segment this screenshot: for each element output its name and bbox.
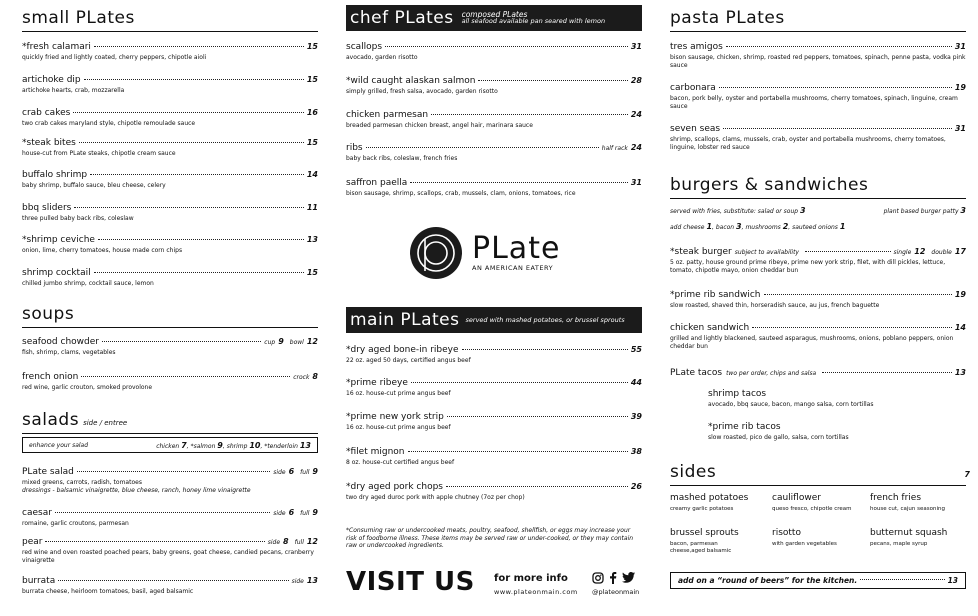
addon-name: add cheese bbox=[670, 224, 705, 231]
item-name: shrimp tacos bbox=[708, 389, 767, 399]
side-name: mashed potatoes bbox=[670, 493, 749, 503]
section-title: small PLates bbox=[22, 8, 135, 28]
price-note: full bbox=[294, 539, 304, 546]
item-price: 12 bbox=[306, 337, 318, 346]
addon-name: mushrooms bbox=[745, 224, 781, 231]
section-title: main PLates bbox=[350, 310, 460, 330]
menu-item bbox=[346, 110, 642, 130]
addon-name: bacon bbox=[715, 224, 735, 231]
item-name: tres amigos bbox=[670, 42, 723, 52]
menu-item bbox=[346, 76, 642, 96]
enhance-label: enhance your salad bbox=[29, 441, 89, 449]
item-name: french onion bbox=[22, 372, 79, 382]
side-desc: creamy garlic potatoes bbox=[670, 506, 734, 512]
side-item bbox=[670, 528, 772, 555]
item-desc: 8 oz. house-cut certified angus beef bbox=[346, 459, 455, 466]
burgers-info-text: served with fries, substitute: salad or soup bbox=[670, 208, 799, 215]
item-name: *prime rib tacos bbox=[708, 422, 781, 432]
item-desc: slow roasted, shaved thin, horseradish sauce, au jus, french baguette bbox=[670, 302, 880, 309]
round-of-beers-price: 13 bbox=[947, 576, 958, 585]
food-safety-disclaimer: *Consuming raw or undercooked meats, poultry, seafood, shellfish, or eggs may increase your risk of foodborne illness. These items may be served raw or under-cooked, or they may contain raw or undercooked ingredients. bbox=[346, 527, 634, 549]
item-desc: quickly fried and lightly coated, cherry peppers, chipotle aioli bbox=[22, 54, 207, 61]
price-note: side bbox=[273, 469, 286, 476]
item-price: 24 bbox=[630, 110, 642, 119]
item-price: 9 bbox=[278, 337, 284, 346]
price-note: subject to availability bbox=[734, 249, 799, 256]
logo-tagline: AN AMERICAN EATERY bbox=[472, 264, 554, 272]
social-handle[interactable]: @plateonmain bbox=[592, 588, 640, 596]
side-item bbox=[772, 493, 870, 513]
burgers-header bbox=[670, 175, 966, 199]
menu-item bbox=[22, 75, 318, 95]
menu-item bbox=[670, 42, 966, 69]
item-price: 14 bbox=[954, 323, 966, 332]
item-name: bbq sliders bbox=[22, 203, 72, 213]
menu-item bbox=[22, 467, 318, 494]
item-dressings: dressings - balsamic vinaigrette, blue cheese, ranch, honey lime vinaigrette bbox=[22, 486, 251, 494]
price-note: bowl bbox=[289, 339, 304, 346]
item-price: 31 bbox=[954, 124, 966, 133]
item-name: PLate tacos bbox=[670, 368, 723, 378]
item-desc: bacon, pork belly, oyster and portabella mushrooms, cherry tomatoes, spinach, linguine, cream sauce bbox=[670, 95, 958, 110]
menu-item bbox=[346, 378, 642, 398]
salads-header bbox=[22, 410, 318, 434]
section-title: soups bbox=[22, 304, 75, 324]
chef-plates-banner bbox=[346, 5, 642, 31]
item-desc: two crab cakes maryland style, chipotle remoulade sauce bbox=[22, 120, 196, 127]
burgers-info-price: 3 bbox=[960, 206, 966, 215]
sides-header bbox=[670, 462, 970, 486]
item-name: caesar bbox=[22, 508, 52, 518]
item-price: 15 bbox=[306, 138, 318, 147]
item-name: ribs bbox=[346, 143, 363, 153]
item-name: scallops bbox=[346, 42, 383, 52]
menu-item bbox=[22, 108, 318, 128]
item-price: 31 bbox=[954, 42, 966, 51]
item-desc: red wine, garlic crouton, smoked provolone bbox=[22, 384, 153, 391]
item-price: 15 bbox=[306, 268, 318, 277]
item-name: burrata bbox=[22, 576, 56, 586]
item-name: *prime rib sandwich bbox=[670, 290, 761, 300]
item-name: *dry aged pork chops bbox=[346, 482, 443, 492]
item-price: 15 bbox=[306, 75, 318, 84]
item-desc: house-cut from PLate steaks, chipotle cream sauce bbox=[22, 150, 176, 157]
price-note: two per order, chips and salsa bbox=[726, 370, 817, 377]
enhance-price: 13 bbox=[299, 440, 311, 450]
item-price: 26 bbox=[630, 482, 642, 491]
taco-item bbox=[708, 422, 966, 442]
middle-column bbox=[346, 0, 642, 616]
menu-item bbox=[22, 42, 318, 62]
round-of-beers-text: add on a “round of beers” for the kitchen. bbox=[678, 576, 858, 585]
left-column bbox=[22, 0, 318, 616]
section-title: pasta PLates bbox=[670, 8, 785, 28]
side-item bbox=[870, 528, 966, 555]
item-price: 31 bbox=[630, 178, 642, 187]
item-price: 44 bbox=[630, 378, 642, 387]
item-price: 38 bbox=[630, 447, 642, 456]
item-desc: bison sausage, shrimp, scallops, crab, mussels, clam, onions, tomatoes, rice bbox=[346, 190, 576, 197]
item-name: artichoke dip bbox=[22, 75, 81, 85]
website-link[interactable]: www.plateonmain.com bbox=[494, 588, 578, 596]
soups-header bbox=[22, 304, 318, 328]
item-name: chicken parmesan bbox=[346, 110, 429, 120]
item-price: 12 bbox=[914, 247, 926, 256]
section-title: chef PLates bbox=[350, 8, 454, 28]
item-desc: shrimp, scallops, clams, mussels, crab, oyster and portabella mushrooms, cherry tomatoes, linguine, lobster red sauce bbox=[670, 136, 946, 151]
item-price: 6 bbox=[288, 467, 295, 476]
side-item bbox=[870, 493, 966, 513]
menu-item bbox=[346, 42, 642, 62]
item-desc: 5 oz. patty, house ground prime ribeye, prime new york strip, filet, with dill pickles, lettuce, tomato, chipotle mayo, onion cheddar bun bbox=[670, 259, 946, 274]
item-desc: fish, shrimp, clams, vegetables bbox=[22, 349, 116, 356]
price-note: full bbox=[300, 469, 310, 476]
instagram-icon[interactable] bbox=[592, 572, 604, 584]
addon-price: 1 bbox=[706, 222, 713, 231]
item-name: saffron paella bbox=[346, 178, 408, 188]
visit-us-heading: VISIT US bbox=[346, 567, 475, 597]
social-icons bbox=[592, 571, 635, 584]
item-name: *dry aged bone-in ribeye bbox=[346, 345, 459, 355]
item-name: shrimp cocktail bbox=[22, 268, 91, 278]
item-price: 13 bbox=[954, 368, 966, 377]
side-desc: with garden vegetables bbox=[772, 541, 837, 547]
item-price: 28 bbox=[630, 76, 642, 85]
sides-row bbox=[670, 493, 966, 513]
section-title: burgers & sandwiches bbox=[670, 175, 869, 195]
item-price: 55 bbox=[630, 345, 642, 354]
addon-price: 2 bbox=[782, 222, 789, 231]
price-note: cup bbox=[264, 339, 276, 346]
menu-item bbox=[670, 290, 966, 310]
twitter-icon[interactable] bbox=[622, 572, 635, 583]
price-note: half rack bbox=[601, 145, 628, 152]
item-desc: simply grilled, fresh salsa, avocado, garden risotto bbox=[346, 88, 498, 95]
small-plates-header bbox=[22, 8, 318, 32]
menu-item bbox=[22, 576, 318, 596]
plate-logo bbox=[408, 225, 560, 281]
menu-item bbox=[22, 372, 318, 392]
logo-name: PLate bbox=[472, 231, 561, 266]
side-desc: pecans, maple syrup bbox=[870, 541, 928, 547]
item-desc: breaded parmesan chicken breast, angel hair, marinara sauce bbox=[346, 122, 533, 129]
menu-item bbox=[346, 412, 642, 432]
menu-item bbox=[670, 83, 966, 110]
burgers-addons: add cheese 1, bacon 3, mushrooms 2, sauteed onions 1 bbox=[670, 222, 846, 231]
item-desc: bison sausage, chicken, shrimp, roasted red peppers, tomatoes, spinach, penne pasta, vodka pink sauce bbox=[670, 54, 966, 69]
enhance-option: shrimp bbox=[226, 442, 248, 450]
item-desc: avocado, garden risotto bbox=[346, 54, 418, 61]
item-name: crab cakes bbox=[22, 108, 71, 118]
item-name: chicken sandwich bbox=[670, 323, 750, 333]
item-desc: chilled jumbo shrimp, cocktail sauce, lemon bbox=[22, 280, 154, 287]
item-price: 11 bbox=[306, 203, 318, 212]
enhance-option: *salmon bbox=[190, 442, 216, 450]
section-subtitle: served with mashed potatoes, or brussel sprouts bbox=[465, 316, 625, 324]
item-desc: artichoke hearts, crab, mozzarella bbox=[22, 87, 125, 94]
enhance-price: 7 bbox=[181, 440, 187, 450]
item-name: pear bbox=[22, 537, 43, 547]
menu-item bbox=[346, 447, 642, 467]
enhance-price: 9 bbox=[217, 440, 223, 450]
item-name: *steak bites bbox=[22, 138, 76, 148]
facebook-icon[interactable] bbox=[609, 571, 617, 584]
item-price: 31 bbox=[630, 42, 642, 51]
item-price: 13 bbox=[306, 576, 318, 585]
item-desc: 16 oz. house-cut prime angus beef bbox=[346, 424, 451, 431]
enhance-option: *tenderloin bbox=[264, 442, 298, 450]
item-price: 16 bbox=[306, 108, 318, 117]
item-desc: avocado, bbq sauce, bacon, mango salsa, corn tortillas bbox=[708, 401, 874, 408]
pasta-plates-header bbox=[670, 8, 966, 32]
sides-price: 7 bbox=[964, 470, 970, 479]
side-desc: house cut, cajun seasoning bbox=[870, 506, 945, 512]
item-price: 12 bbox=[306, 537, 318, 546]
item-name: *steak burger bbox=[670, 247, 732, 257]
side-desc: queso fresco, chipotle cream bbox=[772, 506, 852, 512]
menu-item bbox=[670, 323, 966, 350]
price-note: side bbox=[273, 510, 286, 517]
item-name: *prime new york strip bbox=[346, 412, 444, 422]
item-name: *prime ribeye bbox=[346, 378, 408, 388]
menu-item bbox=[670, 368, 966, 378]
enhance-salad-box: enhance your salad chicken 7, *salmon 9, shrimp 10, *tenderloin 13 bbox=[22, 437, 318, 453]
item-price: 9 bbox=[312, 467, 318, 476]
item-price: 14 bbox=[306, 170, 318, 179]
menu-item bbox=[346, 345, 642, 365]
item-price: 8 bbox=[312, 372, 318, 381]
right-column bbox=[670, 0, 970, 616]
item-name: *shrimp ceviche bbox=[22, 235, 95, 245]
menu-item bbox=[22, 268, 318, 288]
addon-price: 3 bbox=[736, 222, 742, 231]
burgers-info-price: 3 bbox=[800, 206, 806, 215]
menu-item bbox=[346, 482, 642, 502]
section-subtitle: all seafood available pan seared with lemon bbox=[461, 17, 606, 25]
item-desc: 16 oz. house-cut prime angus beef bbox=[346, 390, 451, 397]
item-desc: red wine and oven roasted poached pears, baby greens, goat cheese, candied pecans, cranberry vinaigrette bbox=[22, 549, 314, 564]
menu-item bbox=[22, 508, 318, 528]
price-note: crock bbox=[293, 374, 310, 381]
section-title: salads bbox=[22, 410, 80, 430]
item-desc: mixed greens, carrots, radish, tomatoes bbox=[22, 479, 142, 486]
menu-item bbox=[22, 337, 318, 357]
menu-item bbox=[22, 203, 318, 223]
menu-item bbox=[22, 138, 318, 158]
menu-item bbox=[22, 537, 318, 564]
menu-item bbox=[22, 170, 318, 190]
menu-item bbox=[346, 178, 642, 198]
price-note: side bbox=[291, 578, 304, 585]
item-price: 8 bbox=[283, 537, 289, 546]
item-price: 17 bbox=[954, 247, 966, 256]
item-price: 13 bbox=[306, 235, 318, 244]
side-item bbox=[670, 493, 772, 513]
side-item bbox=[772, 528, 870, 555]
item-price: 19 bbox=[954, 290, 966, 299]
item-desc: grilled and lightly blackened, sauteed asparagus, mushrooms, onions, poblano peppers, onion cheddar bun bbox=[670, 335, 954, 350]
more-info-label: for more info bbox=[494, 573, 568, 584]
item-name: *wild caught alaskan salmon bbox=[346, 76, 476, 86]
burgers-info-text: plant based burger patty bbox=[883, 208, 959, 215]
side-name: cauliflower bbox=[772, 493, 821, 503]
item-name: *fresh calamari bbox=[22, 42, 91, 52]
item-desc: three pulled baby back ribs, coleslaw bbox=[22, 215, 134, 222]
side-desc: bacon, parmesan cheese,aged balsamic bbox=[670, 541, 732, 554]
item-desc: burrata cheese, heirloom tomatoes, basil, aged balsamic bbox=[22, 588, 194, 595]
menu-item bbox=[22, 235, 318, 255]
taco-item bbox=[708, 389, 966, 409]
item-name: *filet mignon bbox=[346, 447, 405, 457]
plate-logo-icon bbox=[408, 225, 464, 281]
item-name: seafood chowder bbox=[22, 337, 99, 347]
item-name: seven seas bbox=[670, 124, 721, 134]
item-desc: slow roasted, pico de gallo, salsa, corn tortillas bbox=[708, 434, 849, 441]
round-of-beers-box bbox=[670, 572, 966, 589]
main-plates-banner bbox=[346, 307, 642, 333]
item-price: 19 bbox=[954, 83, 966, 92]
side-name: risotto bbox=[772, 528, 801, 538]
item-price: 9 bbox=[312, 508, 318, 517]
side-name: brussel sprouts bbox=[670, 528, 739, 538]
enhance-price: 10 bbox=[249, 440, 261, 450]
addon-price: 1 bbox=[839, 222, 846, 231]
item-price: 24 bbox=[630, 143, 642, 152]
item-desc: 22 oz. aged 50 days, certified angus beef bbox=[346, 357, 471, 364]
menu-item bbox=[670, 124, 966, 151]
side-name: french fries bbox=[870, 493, 922, 503]
price-note: side bbox=[267, 539, 281, 546]
sides-row bbox=[670, 528, 966, 555]
item-price: 39 bbox=[630, 412, 642, 421]
item-name: buffalo shrimp bbox=[22, 170, 88, 180]
item-desc: baby back ribs, coleslaw, french fries bbox=[346, 155, 458, 162]
item-desc: two dry aged duroc pork with apple chutney (7oz per chop) bbox=[346, 494, 525, 501]
burgers-info bbox=[670, 206, 966, 215]
price-note: double bbox=[931, 249, 952, 256]
item-name: carbonara bbox=[670, 83, 716, 93]
section-subtitle: composed PLates bbox=[461, 9, 528, 19]
price-note: full bbox=[300, 510, 310, 517]
side-name: butternut squash bbox=[870, 528, 948, 538]
section-title: sides bbox=[670, 462, 717, 482]
item-price: 15 bbox=[306, 42, 318, 51]
menu-item bbox=[670, 247, 966, 274]
item-desc: romaine, garlic croutons, parmesan bbox=[22, 520, 129, 527]
addon-name: sauteed onions bbox=[792, 224, 838, 231]
item-price: 6 bbox=[288, 508, 295, 517]
price-note: single bbox=[893, 249, 912, 256]
item-name: PLate salad bbox=[22, 467, 74, 477]
section-subtitle: side / entree bbox=[83, 419, 128, 427]
enhance-option: chicken bbox=[156, 442, 180, 450]
item-desc: onion, lime, cherry tomatoes, house made corn chips bbox=[22, 247, 183, 254]
item-desc: baby shrimp, buffalo sauce, bleu cheese, celery bbox=[22, 182, 166, 189]
menu-item bbox=[346, 143, 642, 163]
